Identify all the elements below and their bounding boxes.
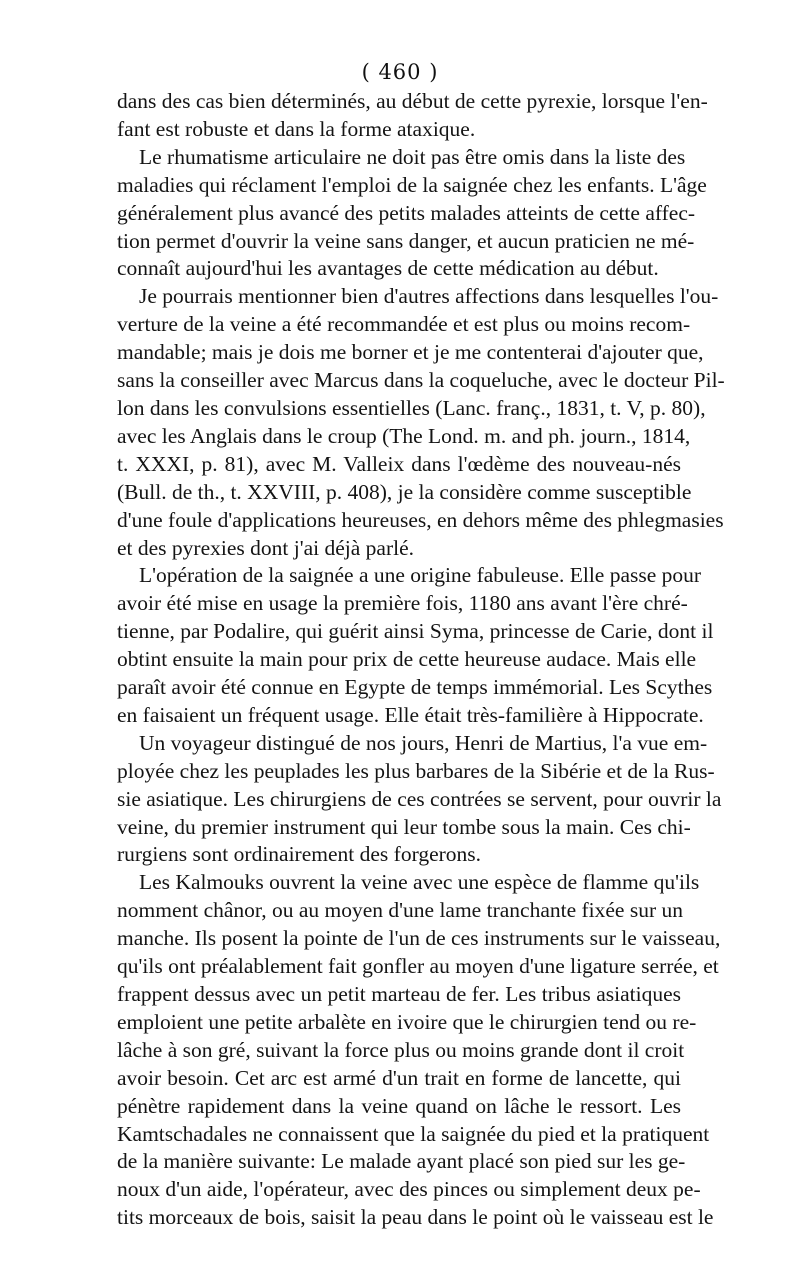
page-number: ( 460 ) xyxy=(361,60,439,84)
text-line: L'opération de la saignée a une origine fabuleuse. Elle passe pour xyxy=(139,563,702,588)
text-line: obtint ensuite la main pour prix de cette heureuse audace. Mais elle xyxy=(117,647,697,672)
text-line: lon dans les convulsions essentielles (Lanc. franç., 1831, t. V, p. 80), xyxy=(117,395,706,420)
text-line: de la manière suivante: Le malade ayant placé son pied sur les ge- xyxy=(117,1149,686,1174)
text-line: dans des cas bien déterminés, au début de cette pyrexie, lorsque l'en- xyxy=(117,89,708,113)
text-line: avoir été mise en usage la première fois, 1180 ans avant l'ère chré- xyxy=(117,591,688,616)
text-line: Kamtschadales ne connaissent que la saignée du pied et la pratiquent xyxy=(117,1121,710,1146)
paragraph xyxy=(117,88,708,144)
text-line: maladies qui réclament l'emploi de la saignée chez les enfants. L'âge xyxy=(117,172,707,197)
text-line: pénètre rapidement dans la veine quand on lâche le ressort. Les xyxy=(117,1093,681,1118)
text-line: généralement plus avancé des petits malades atteints de cette affec- xyxy=(117,200,696,225)
text-line: fant est robuste et dans la forme ataxique. xyxy=(117,116,476,141)
text-line: Je pourrais mentionner bien d'autres affections dans lesquelles l'ou- xyxy=(139,284,719,309)
text-line: Un voyageur distingué de nos jours, Henri de Martius, l'a vue em- xyxy=(139,730,708,755)
text-line: Le rhumatisme articulaire ne doit pas être omis dans la liste des xyxy=(139,144,686,169)
text-line: (Bull. de th., t. XXVIII, p. 408), je la considère comme susceptible xyxy=(117,479,692,504)
text-line: noux d'un aide, l'opérateur, avec des pinces ou simplement deux pe- xyxy=(117,1177,701,1202)
text-line: manche. Ils posent la pointe de l'un de ces instruments sur le vaisseau, xyxy=(117,926,721,951)
text-line: tion permet d'ouvrir la veine sans danger, et aucun praticien ne mé- xyxy=(117,228,695,253)
text-line: tienne, par Podalire, qui guérit ainsi Syma, princesse de Carie, dont il xyxy=(117,619,714,644)
text-line: d'une foule d'applications heureuses, en dehors même des phlegmasies xyxy=(117,507,724,532)
text-line: emploient une petite arbalète en ivoire que le chirurgien tend ou re- xyxy=(117,1009,697,1034)
paragraph xyxy=(117,730,722,870)
text-line: connaît aujourd'hui les avantages de cette médication au début. xyxy=(117,256,659,281)
text-line: avec les Anglais dans le croup (The Lond. m. and ph. journ., 1814, xyxy=(117,423,691,448)
paragraph xyxy=(117,562,714,729)
text-line: sans la conseiller avec Marcus dans la coqueluche, avec le docteur Pil- xyxy=(117,368,725,393)
text-line: lâche à son gré, suivant la force plus ou moins grande dont il croit xyxy=(117,1037,685,1062)
text-line: Les Kalmouks ouvrent la veine avec une espèce de flamme qu'ils xyxy=(139,870,700,895)
text-line: veine, du premier instrument qui leur tombe sous la main. Ces chi- xyxy=(117,814,691,839)
text-line: en faisaient un fréquent usage. Elle était très-familière à Hippocrate. xyxy=(117,702,704,727)
text-line: et des pyrexies dont j'ai déjà parlé. xyxy=(117,535,415,560)
text-line: paraît avoir été connue en Egypte de temps immémorial. Les Scythes xyxy=(117,675,713,700)
text-line: rurgiens sont ordinairement des forgerons. xyxy=(117,842,482,867)
paragraph xyxy=(117,283,725,562)
text-line: frappent dessus avec un petit marteau de fer. Les tribus asiatiques xyxy=(117,982,681,1006)
text-line: nomment chânor, ou au moyen d'une lame tranchante fixée sur un xyxy=(117,898,684,923)
text-line: ployée chez les peuplades les plus barbares de la Sibérie et de la Rus- xyxy=(117,758,715,783)
text-line: mandable; mais je dois me borner et je me contenterai d'ajouter que, xyxy=(117,340,704,365)
text-line: t. XXXI, p. 81), avec M. Valleix dans l'œdème des nouveau-nés xyxy=(117,451,681,476)
text-line: qu'ils ont préalablement fait gonfler au moyen d'une ligature serrée, et xyxy=(117,954,719,979)
paragraph xyxy=(117,144,707,284)
text-line: avoir besoin. Cet arc est armé d'un trait en forme de lancette, qui xyxy=(117,1065,681,1090)
text-line: tits morceaux de bois, saisit la peau dans le point où le vaisseau est le xyxy=(117,1205,714,1230)
text-line: sie asiatique. Les chirurgiens de ces contrées se servent, pour ouvrir la xyxy=(117,786,722,811)
paragraph xyxy=(117,869,721,1232)
text-line: verture de la veine a été recommandée et est plus ou moins recom- xyxy=(117,312,691,337)
page-body-text xyxy=(117,88,725,1232)
